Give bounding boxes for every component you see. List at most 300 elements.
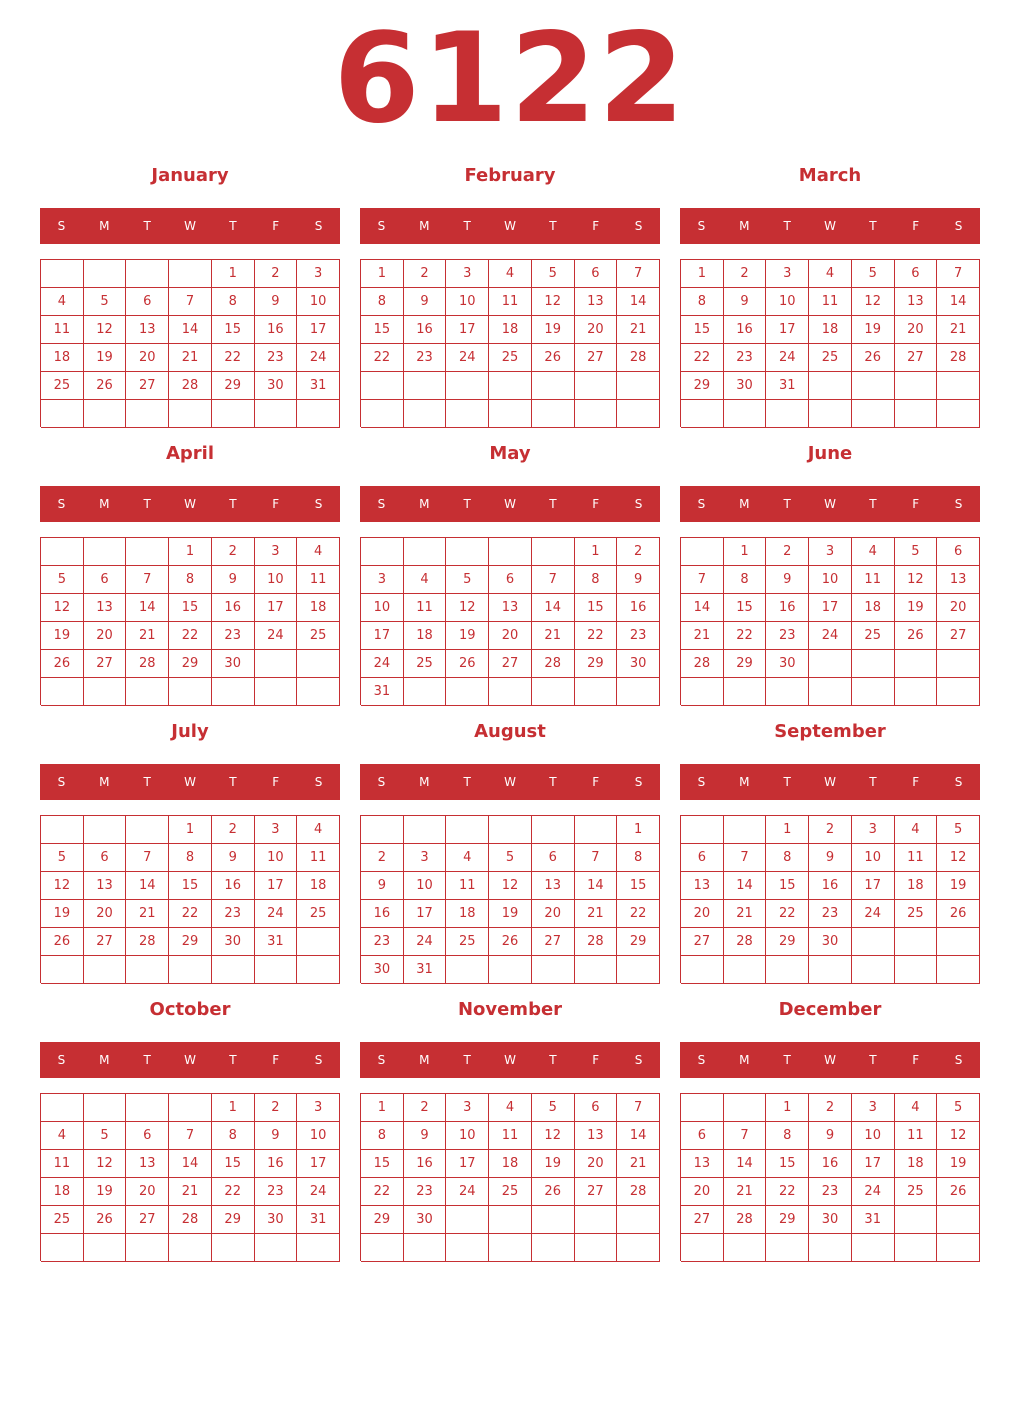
day-cell: 27 <box>489 650 532 678</box>
day-cell: 14 <box>617 1122 660 1150</box>
day-cell: 14 <box>169 316 212 344</box>
weekday-label: F <box>912 775 920 789</box>
empty-cell <box>446 678 489 706</box>
day-cell: 26 <box>532 1178 575 1206</box>
day-cell: 25 <box>297 622 340 650</box>
day-cell: 27 <box>575 1178 618 1206</box>
empty-cell <box>84 1094 127 1122</box>
day-cell: 9 <box>404 288 447 316</box>
day-cell: 3 <box>446 1094 489 1122</box>
empty-cell <box>809 956 852 984</box>
empty-cell <box>681 538 724 566</box>
day-cell: 21 <box>169 1178 212 1206</box>
day-cell: 9 <box>724 288 767 316</box>
day-cell: 20 <box>575 1150 618 1178</box>
day-cell: 27 <box>681 1206 724 1234</box>
day-cell: 29 <box>212 1206 255 1234</box>
day-cell: 18 <box>404 622 447 650</box>
weekday-label: T <box>783 775 791 789</box>
empty-cell <box>41 816 84 844</box>
day-cell: 12 <box>446 594 489 622</box>
day-cell: 17 <box>255 594 298 622</box>
empty-cell <box>809 650 852 678</box>
day-cell: 20 <box>532 900 575 928</box>
weekday-label: S <box>314 1053 323 1067</box>
weekday-label: S <box>954 219 963 233</box>
empty-cell <box>41 678 84 706</box>
day-cell: 11 <box>297 844 340 872</box>
empty-cell <box>361 372 404 400</box>
day-cell: 31 <box>297 1206 340 1234</box>
day-cell: 18 <box>489 1150 532 1178</box>
empty-cell <box>126 956 169 984</box>
weekday-label: S <box>57 497 66 511</box>
weekday-label: T <box>549 497 557 511</box>
day-cell: 24 <box>852 900 895 928</box>
day-cell: 4 <box>852 538 895 566</box>
day-cell: 26 <box>937 900 980 928</box>
day-cell: 6 <box>532 844 575 872</box>
day-cell: 1 <box>169 816 212 844</box>
day-cell: 13 <box>126 1150 169 1178</box>
day-cell: 28 <box>126 650 169 678</box>
empty-cell <box>41 1234 84 1262</box>
day-cell: 4 <box>489 1094 532 1122</box>
day-cell: 24 <box>255 622 298 650</box>
day-cell: 1 <box>766 816 809 844</box>
weekday-label: T <box>783 497 791 511</box>
day-cell: 25 <box>297 900 340 928</box>
weekday-label: W <box>504 1053 516 1067</box>
day-cell: 6 <box>575 260 618 288</box>
day-cell: 23 <box>724 344 767 372</box>
day-cell: 11 <box>489 288 532 316</box>
day-cell: 24 <box>361 650 404 678</box>
day-cell: 25 <box>41 372 84 400</box>
day-cell: 3 <box>255 816 298 844</box>
day-cell: 16 <box>404 316 447 344</box>
day-cell: 14 <box>724 1150 767 1178</box>
day-grid <box>360 1093 660 1261</box>
weekday-label: S <box>377 1053 386 1067</box>
month-title: October <box>149 999 231 1020</box>
day-cell: 11 <box>446 872 489 900</box>
empty-cell <box>575 956 618 984</box>
day-cell: 14 <box>575 872 618 900</box>
day-cell: 6 <box>489 566 532 594</box>
day-cell: 31 <box>361 678 404 706</box>
weekday-label: F <box>912 219 920 233</box>
day-cell: 23 <box>361 928 404 956</box>
day-cell: 13 <box>532 872 575 900</box>
day-cell: 26 <box>532 344 575 372</box>
day-cell: 15 <box>575 594 618 622</box>
day-grid <box>680 259 980 427</box>
day-cell: 6 <box>575 1094 618 1122</box>
day-cell: 23 <box>255 1178 298 1206</box>
empty-cell <box>895 1206 938 1234</box>
day-cell: 12 <box>852 288 895 316</box>
weekday-label: W <box>504 775 516 789</box>
day-cell: 14 <box>681 594 724 622</box>
empty-cell <box>724 956 767 984</box>
day-cell: 16 <box>404 1150 447 1178</box>
day-cell: 5 <box>937 1094 980 1122</box>
weekday-label: M <box>419 219 430 233</box>
day-cell: 9 <box>212 566 255 594</box>
day-cell: 18 <box>446 900 489 928</box>
day-cell: 2 <box>809 816 852 844</box>
empty-cell <box>297 650 340 678</box>
day-cell: 30 <box>361 956 404 984</box>
day-grid <box>680 1093 980 1261</box>
empty-cell <box>766 956 809 984</box>
day-cell: 1 <box>681 260 724 288</box>
day-cell: 13 <box>126 316 169 344</box>
day-cell: 6 <box>126 1122 169 1150</box>
weekday-header <box>360 486 660 522</box>
day-cell: 17 <box>852 872 895 900</box>
day-cell: 25 <box>852 622 895 650</box>
day-cell: 21 <box>126 900 169 928</box>
weekday-label: T <box>143 497 151 511</box>
day-cell: 24 <box>446 344 489 372</box>
empty-cell <box>126 1234 169 1262</box>
day-cell: 23 <box>404 1178 447 1206</box>
day-cell: 18 <box>41 1178 84 1206</box>
day-cell: 16 <box>361 900 404 928</box>
day-cell: 30 <box>212 928 255 956</box>
day-cell: 20 <box>681 900 724 928</box>
day-cell: 25 <box>404 650 447 678</box>
day-cell: 7 <box>617 260 660 288</box>
day-cell: 17 <box>852 1150 895 1178</box>
empty-cell <box>84 260 127 288</box>
day-cell: 3 <box>852 1094 895 1122</box>
empty-cell <box>297 678 340 706</box>
empty-cell <box>766 400 809 428</box>
weekday-label: S <box>377 775 386 789</box>
day-cell: 14 <box>169 1150 212 1178</box>
day-cell: 19 <box>84 344 127 372</box>
empty-cell <box>212 678 255 706</box>
weekday-label: S <box>377 497 386 511</box>
day-cell: 11 <box>895 1122 938 1150</box>
empty-cell <box>84 816 127 844</box>
day-cell: 28 <box>575 928 618 956</box>
weekday-label: W <box>824 775 836 789</box>
day-cell: 13 <box>681 872 724 900</box>
day-cell: 5 <box>446 566 489 594</box>
weekday-label: M <box>739 775 750 789</box>
weekday-label: S <box>954 775 963 789</box>
day-cell: 14 <box>126 872 169 900</box>
month-title: January <box>151 165 229 186</box>
day-cell: 4 <box>41 288 84 316</box>
day-cell: 24 <box>852 1178 895 1206</box>
day-cell: 10 <box>446 288 489 316</box>
weekday-label: F <box>592 1053 600 1067</box>
weekday-label: F <box>592 497 600 511</box>
day-cell: 5 <box>84 288 127 316</box>
day-cell: 20 <box>895 316 938 344</box>
weekday-label: T <box>869 775 877 789</box>
day-cell: 23 <box>617 622 660 650</box>
empty-cell <box>809 400 852 428</box>
empty-cell <box>766 678 809 706</box>
weekday-header <box>680 486 980 522</box>
day-cell: 30 <box>255 372 298 400</box>
empty-cell <box>41 400 84 428</box>
empty-cell <box>169 678 212 706</box>
empty-cell <box>446 1234 489 1262</box>
day-cell: 14 <box>724 872 767 900</box>
weekday-label: M <box>419 497 430 511</box>
day-cell: 17 <box>361 622 404 650</box>
day-cell: 19 <box>41 622 84 650</box>
day-cell: 19 <box>446 622 489 650</box>
day-cell: 5 <box>852 260 895 288</box>
day-cell: 30 <box>809 928 852 956</box>
day-grid <box>40 537 340 705</box>
empty-cell <box>681 678 724 706</box>
day-cell: 3 <box>361 566 404 594</box>
weekday-label: W <box>824 1053 836 1067</box>
month-title: April <box>165 443 215 464</box>
weekday-label: T <box>549 1053 557 1067</box>
day-cell: 2 <box>255 260 298 288</box>
weekday-label: S <box>57 1053 66 1067</box>
day-grid <box>360 537 660 705</box>
day-cell: 11 <box>404 594 447 622</box>
empty-cell <box>84 400 127 428</box>
day-cell: 22 <box>212 344 255 372</box>
day-cell: 30 <box>617 650 660 678</box>
day-cell: 3 <box>297 1094 340 1122</box>
day-cell: 15 <box>169 872 212 900</box>
day-cell: 19 <box>532 316 575 344</box>
weekday-header <box>680 1042 980 1078</box>
weekday-label: S <box>634 775 643 789</box>
day-cell: 30 <box>212 650 255 678</box>
empty-cell <box>852 1234 895 1262</box>
empty-cell <box>852 650 895 678</box>
weekday-label: M <box>419 1053 430 1067</box>
weekday-label: T <box>143 775 151 789</box>
day-cell: 8 <box>681 288 724 316</box>
day-cell: 25 <box>446 928 489 956</box>
day-cell: 12 <box>41 594 84 622</box>
empty-cell <box>404 400 447 428</box>
empty-cell <box>852 928 895 956</box>
empty-cell <box>297 1234 340 1262</box>
empty-cell <box>489 956 532 984</box>
day-cell: 30 <box>724 372 767 400</box>
day-cell: 13 <box>84 872 127 900</box>
day-cell: 2 <box>724 260 767 288</box>
empty-cell <box>126 816 169 844</box>
day-cell: 3 <box>297 260 340 288</box>
day-cell: 2 <box>212 538 255 566</box>
day-cell: 29 <box>766 928 809 956</box>
day-cell: 20 <box>489 622 532 650</box>
empty-cell <box>255 1234 298 1262</box>
day-cell: 18 <box>852 594 895 622</box>
empty-cell <box>617 1206 660 1234</box>
weekday-label: F <box>272 1053 280 1067</box>
day-cell: 29 <box>169 928 212 956</box>
empty-cell <box>212 956 255 984</box>
day-cell: 20 <box>575 316 618 344</box>
day-cell: 16 <box>617 594 660 622</box>
weekday-label: M <box>99 775 110 789</box>
day-cell: 21 <box>126 622 169 650</box>
empty-cell <box>489 372 532 400</box>
weekday-header <box>40 764 340 800</box>
empty-cell <box>446 538 489 566</box>
day-grid <box>680 815 980 983</box>
weekday-label: F <box>592 775 600 789</box>
day-cell: 26 <box>937 1178 980 1206</box>
day-cell: 23 <box>212 900 255 928</box>
day-cell: 18 <box>895 872 938 900</box>
day-cell: 28 <box>169 372 212 400</box>
year-title: 6122 <box>333 7 687 151</box>
day-cell: 6 <box>84 844 127 872</box>
day-cell: 17 <box>297 1150 340 1178</box>
day-cell: 22 <box>681 344 724 372</box>
day-cell: 13 <box>575 288 618 316</box>
day-cell: 1 <box>361 260 404 288</box>
weekday-label: M <box>419 775 430 789</box>
day-cell: 4 <box>446 844 489 872</box>
day-cell: 24 <box>766 344 809 372</box>
day-cell: 23 <box>766 622 809 650</box>
empty-cell <box>532 1206 575 1234</box>
empty-cell <box>361 538 404 566</box>
weekday-label: S <box>314 219 323 233</box>
empty-cell <box>255 678 298 706</box>
day-cell: 10 <box>255 566 298 594</box>
empty-cell <box>575 1206 618 1234</box>
day-cell: 21 <box>724 1178 767 1206</box>
month-title: June <box>807 443 853 464</box>
empty-cell <box>297 956 340 984</box>
day-cell: 12 <box>532 1122 575 1150</box>
empty-cell <box>126 678 169 706</box>
empty-cell <box>404 372 447 400</box>
day-cell: 31 <box>255 928 298 956</box>
empty-cell <box>852 400 895 428</box>
day-cell: 11 <box>297 566 340 594</box>
day-cell: 16 <box>255 316 298 344</box>
day-cell: 15 <box>212 1150 255 1178</box>
weekday-label: T <box>463 1053 471 1067</box>
day-cell: 22 <box>169 900 212 928</box>
weekday-label: W <box>184 775 196 789</box>
day-cell: 1 <box>169 538 212 566</box>
empty-cell <box>255 650 298 678</box>
empty-cell <box>617 1234 660 1262</box>
day-cell: 28 <box>532 650 575 678</box>
day-cell: 18 <box>809 316 852 344</box>
day-cell: 1 <box>361 1094 404 1122</box>
day-cell: 8 <box>724 566 767 594</box>
weekday-label: F <box>912 497 920 511</box>
empty-cell <box>724 1234 767 1262</box>
empty-cell <box>937 928 980 956</box>
day-cell: 30 <box>766 650 809 678</box>
day-cell: 30 <box>404 1206 447 1234</box>
day-cell: 17 <box>446 316 489 344</box>
weekday-header <box>40 1042 340 1078</box>
day-cell: 7 <box>937 260 980 288</box>
day-cell: 4 <box>404 566 447 594</box>
day-cell: 20 <box>126 1178 169 1206</box>
empty-cell <box>681 1234 724 1262</box>
empty-cell <box>84 956 127 984</box>
day-cell: 17 <box>766 316 809 344</box>
day-cell: 24 <box>255 900 298 928</box>
day-cell: 26 <box>84 372 127 400</box>
empty-cell <box>724 678 767 706</box>
day-cell: 20 <box>84 900 127 928</box>
weekday-header <box>40 208 340 244</box>
day-cell: 10 <box>852 844 895 872</box>
weekday-label: T <box>229 497 237 511</box>
day-cell: 26 <box>84 1206 127 1234</box>
day-cell: 8 <box>575 566 618 594</box>
empty-cell <box>766 1234 809 1262</box>
day-cell: 24 <box>446 1178 489 1206</box>
empty-cell <box>809 372 852 400</box>
weekday-label: W <box>824 497 836 511</box>
empty-cell <box>895 372 938 400</box>
day-cell: 4 <box>297 816 340 844</box>
day-cell: 9 <box>255 1122 298 1150</box>
empty-cell <box>895 1234 938 1262</box>
empty-cell <box>617 372 660 400</box>
empty-cell <box>681 400 724 428</box>
day-cell: 28 <box>169 1206 212 1234</box>
day-cell: 5 <box>532 1094 575 1122</box>
weekday-label: S <box>697 497 706 511</box>
day-cell: 25 <box>489 344 532 372</box>
weekday-label: T <box>783 219 791 233</box>
weekday-label: F <box>272 775 280 789</box>
day-cell: 16 <box>809 872 852 900</box>
empty-cell <box>84 678 127 706</box>
empty-cell <box>489 1234 532 1262</box>
empty-cell <box>937 372 980 400</box>
day-cell: 18 <box>297 872 340 900</box>
empty-cell <box>41 956 84 984</box>
empty-cell <box>169 260 212 288</box>
day-cell: 26 <box>41 928 84 956</box>
empty-cell <box>446 372 489 400</box>
day-cell: 3 <box>446 260 489 288</box>
day-cell: 29 <box>681 372 724 400</box>
day-cell: 19 <box>895 594 938 622</box>
day-cell: 7 <box>724 1122 767 1150</box>
empty-cell <box>617 400 660 428</box>
empty-cell <box>575 400 618 428</box>
day-cell: 21 <box>532 622 575 650</box>
month-title: March <box>798 165 862 186</box>
weekday-label: F <box>272 219 280 233</box>
day-cell: 15 <box>361 1150 404 1178</box>
day-cell: 28 <box>724 928 767 956</box>
